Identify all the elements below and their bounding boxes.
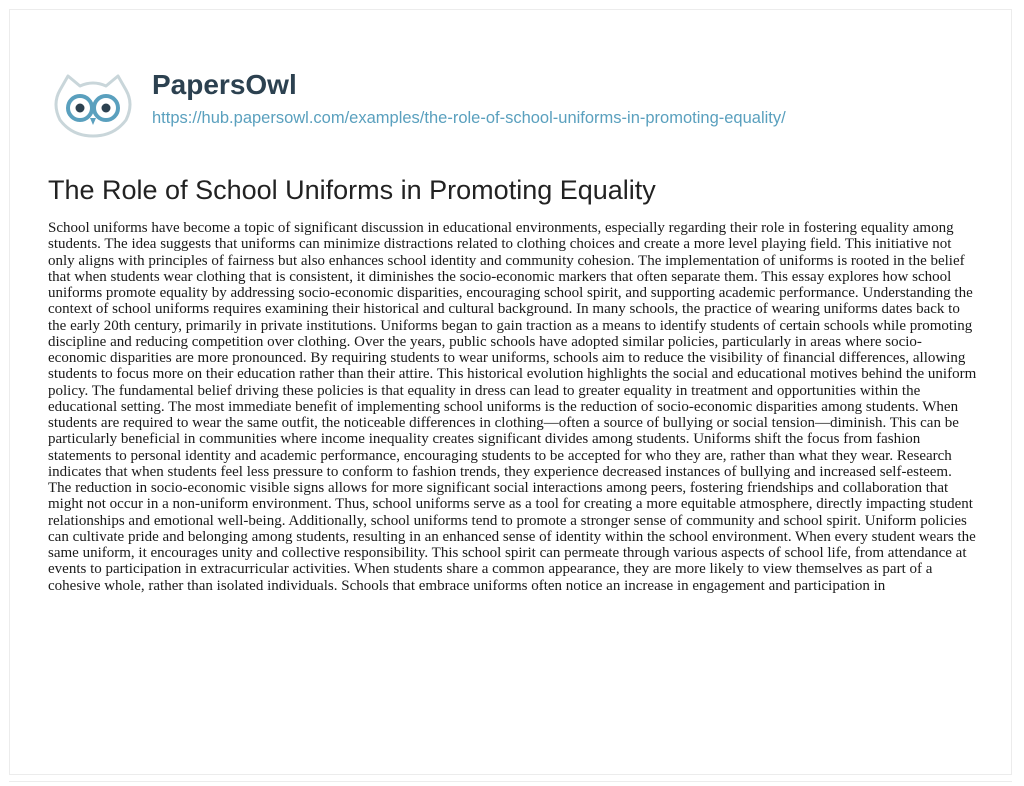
brand-header — [48, 68, 988, 138]
bottom-divider — [9, 781, 1012, 782]
document-body: School uniforms have become a topic of significant discussion in educational environments, especially regarding their role in fostering equality among students. The idea suggests that uniforms can minimize distractions related to clothing choices and create a more level playing field. This initiative not only aligns with principles of fairness but also enhances school identity and community cohesion. The implementation of uniforms is rooted in the belief that when students wear clothing that is consistent, it diminishes the socio-economic markers that often separate them. This essay explores how school uniforms promote equality by addressing socio-economic disparities, encouraging school spirit, and supporting academic performance. Understanding the context of school uniforms requires examining their historical and cultural background. In many schools, the practice of wearing uniforms dates back to the early 20th century, primarily in private institutions. Uniforms began to gain traction as a means to identify students of certain schools while promoting discipline and reducing competition over clothing. Over the years, public schools have adopted similar policies, particularly in areas where socio-economic disparities are more pronounced. By requiring students to wear uniforms, schools aim to reduce the visibility of financial differences, allowing students to focus more on their education rather than their attire. This historical evolution highlights the social and educational motives behind the uniform policy. The fundamental belief driving these policies is that equality in dress can lead to greater equality in treatment and opportunities within the educational setting. The most immediate benefit of implementing school uniforms is the reduction of socio-economic disparities among students. When students are required to wear the same outfit, the noticeable differences in clothing—often a source of bullying or social tension—diminish. This can be particularly beneficial in communities where income inequality creates significant divides among students. Uniforms shift the focus from fashion statements to personal identity and academic performance, encouraging students to be accepted for who they are, rather than what they wear. Research indicates that when students feel less pressure to conform to fashion trends, they experience decreased instances of bullying and increased self-esteem. The reduction in socio-economic visible signs allows for more significant social interactions among peers, fostering friendships and collaboration that might not occur in a non-uniform environment. Thus, school uniforms serve as a tool for creating a more equitable atmosphere, directly impacting student relationships and emotional well-being. Additionally, school uniforms tend to promote a stronger sense of community and school spirit. Uniform policies can cultivate pride and belonging among students, resulting in an enhanced sense of identity within the school environment. When every student wears the same uniform, it encourages unity and collective responsibility. This school spirit can permeate through various aspects of school life, from attendance at events to participation in extracurricular activities. When students share a common appearance, they are more likely to view themselves as part of a cohesive whole, rather than isolated individuals. Schools that embrace uniforms often notice an increase in engagement and participation in — [48, 220, 977, 594]
brand-name: PapersOwl — [152, 69, 297, 100]
owl-logo-icon — [48, 68, 138, 138]
document-title: The Role of School Uniforms in Promoting Equality — [48, 175, 656, 205]
source-url-link[interactable]: https://hub.papersowl.com/examples/the-role-of-school-uniforms-in-promoting-equality/ — [152, 109, 786, 127]
